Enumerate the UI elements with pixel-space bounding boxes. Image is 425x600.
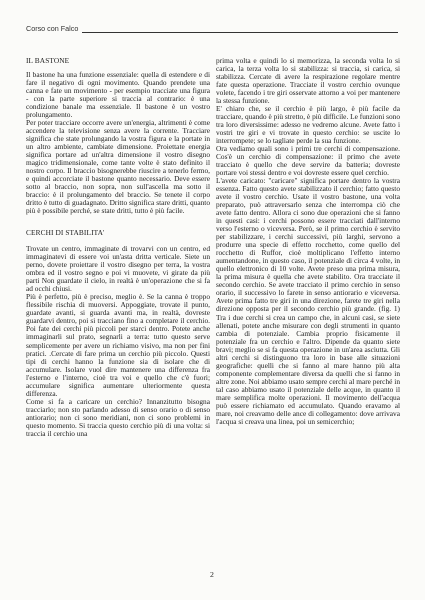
paragraph: prima volta e quindi lo si memorizza, la seconda volta lo si carica, la terza volta lo si stabilizza: si traccia, si carica, si stabilizza. Cercate di avere la respirazione regolare mentre fate questa operazione. Tracciate il vostro cerchio ovunque volete, facendo i tre giri osservate attorno a voi per mantenere la stessa funzione. xyxy=(216,56,400,106)
left-column xyxy=(26,57,210,438)
section-title-il-bastone: IL BASTONE xyxy=(26,56,70,65)
paragraph: Per poter tracciare occorre avere un'energia, altrimenti è come accendere la televisione senza avere la corrente. Tracciare significa che state prolungando la vostra figura e la portate in un altro ambiente, cambiate dimensione. Proiettate energia significa portare ad un'altra dimensione il vostro disegno magico tridimensionale, come tante volte è stato definito il nostro corpo. Il braccio bisognerebbe riuscire a tenerlo fermo, e quindi accorciate il bastone quanto necessario. Deve essere sotto al braccio, non sopra, non sull'ascella ma sotto il braccio: è il prolungamento del braccio. Se tenete il corpo dritto è tutto di guadagnato. Dritto significa stare dritti, quanto più è possibile perché, se state dritti, tutto è più facile. xyxy=(26,118,210,216)
paragraph: Come si fa a caricare un cerchio? Innanzitutto bisogna tracciarlo; non sto parlando adesso di senso orario o di senso antiorario; non ci sono meridiani, non ci sono problemi in questo momento. Si traccia questo cerchio più di una volta: si traccia il cerchio una xyxy=(26,396,210,438)
header-title: Corso con Falco xyxy=(26,24,79,33)
paragraph: Ora vediamo quali sono i primi tre cerchi di compensazione. Cos'è un cerchio di compensazione: il primo che avete tracciato è quello che deve servire da batteria; dovreste portare voi stessi dentro e voi dovreste essere quel cerchio. xyxy=(216,144,400,178)
paragraph: Più è perfetto, più è preciso, meglio è. Se la canna è troppo flessibile rischia di muoversi. Appoggiate, trovate il punto, guardate avanti, si guarda avanti ma, in realtà, dovreste guardarvi dentro, poi si tracciano fino a completare il cerchio. Poi fate dei cerchi più piccoli per starci dentro. Potete anche immaginarli sul prato, segnarli a terra: tutto questo serve semplicemente per avere un richiamo visivo, ma non per fini pratici. .Cercate di fare prima un cerchio più piccolo. Questi tipi di cerchi hanno la funzione sia di isolare che di accumulare. Isolare vuol dire mantenere una differenza fra l'esterno e l'interno, cioè tra voi e quello che c'è fuori; accumulare significa aumentare ulteriormente questa differenza. xyxy=(26,292,210,398)
paragraph: Il bastone ha una funzione essenziale: quella di estendere e di fare il negativo di ogni movimento. Quando prendete una canna e fate un movimento - per esempio tracciate una figura - con la parte superiore si traccia al contrario: è una condizione banale ma essenziale. Il bastone è un vostro prolungamento. xyxy=(26,70,210,120)
page-number: 2 xyxy=(210,570,214,579)
header-rule xyxy=(82,25,398,33)
paragraph: E' chiaro che, se il cerchio è più largo, è più facile da tracciare, quando è più stretto, è più difficile. Le funzioni sono tra loro diversissime: adesso ne vedremo alcune. Avete fatto i vostri tre giri e vi trovate in questo cerchio: se uscite lo interrompete; se lo tagliate perde la sua funzione. xyxy=(216,104,400,146)
section-title-cerchi-di-stabilita: CERCHI DI STABILITA' xyxy=(26,228,105,238)
paragraph: L'avete caricato: "caricare" significa portare dentro la vostra essenza. Fatto questo avete stabilizzato il cerchio; fatto questo avete il vostro cerchio. Usate il vostro bastone, una volta preparato, può attraversarlo senza che interrompa ciò che avete fatto dentro. Allora ci sono due operazioni che si fanno in questi casi: i cerchi possono essere tracciati dall'interno verso l'esterno o viceversa. Però, se il primo cerchio è servito per stabilizzare, i cerchi successivi, più larghi, servono a produrre una specie di effetto rocchetto, come quello del rocchetto di Ruffor, cioè moltiplicano l'effetto interno aumentandone, in questo caso, il potenziale di circa 4 volte, in quello elettronico di 10 volte. Avete preso una prima misura, la prima misura è quella che avete stabilito. Ora tracciate il secondo cerchio. Se avete tracciato il primo cerchio in senso orario, il successivo lo farete in senso antiorario e viceversa. Avete prima fatto tre giri in una direzione, farete tre giri nella direzione opposta per il secondo cerchio più grande. (fig. 1) Tra i due cerchi si crea un campo che, in alcuni casi, se siete allenati, potete anche misurare con degli strumenti in quanto cambia di potenziale. Cambia proprio fisicamente il potenziale fra un cerchio e l'altro. Dipende da quanto siete bravi; meglio se si fa questa operazione in un'area asciutta. Gli altri cerchi si distinguono tra loro in base alle situazioni geografiche: quelli che si fanno al mare hanno più alta componente complementare diversa da quelli che si fanno in altre zone. Noi abbiamo usato sempre cerchi al mare perché in tal caso abbiamo usato il potenziale delle acque, in quanto il mare semplifica molte operazioni. Il movimento dell'acqua può essere richiamato ed accumulato. Quando eravamo al mare, noi creavamo delle ance di collegamento: dove arrivava l'acqua si creava una linea, poi un semicerchio; xyxy=(216,176,400,426)
right-column xyxy=(216,57,400,426)
running-header xyxy=(26,24,398,33)
paragraph: Trovate un centro, immaginate di trovarvi con un centro, ed immaginatevi di essere voi un'asta dritta verticale. Siete un perno, dovete proiettare il vostro disegno per terra, la vostra ombra ed il vostro segno e poi vi muovete, vi girate da più parti Non guardate il cielo, in realtà è un'operazione che si fa ad occhi chiusi. xyxy=(26,244,210,294)
